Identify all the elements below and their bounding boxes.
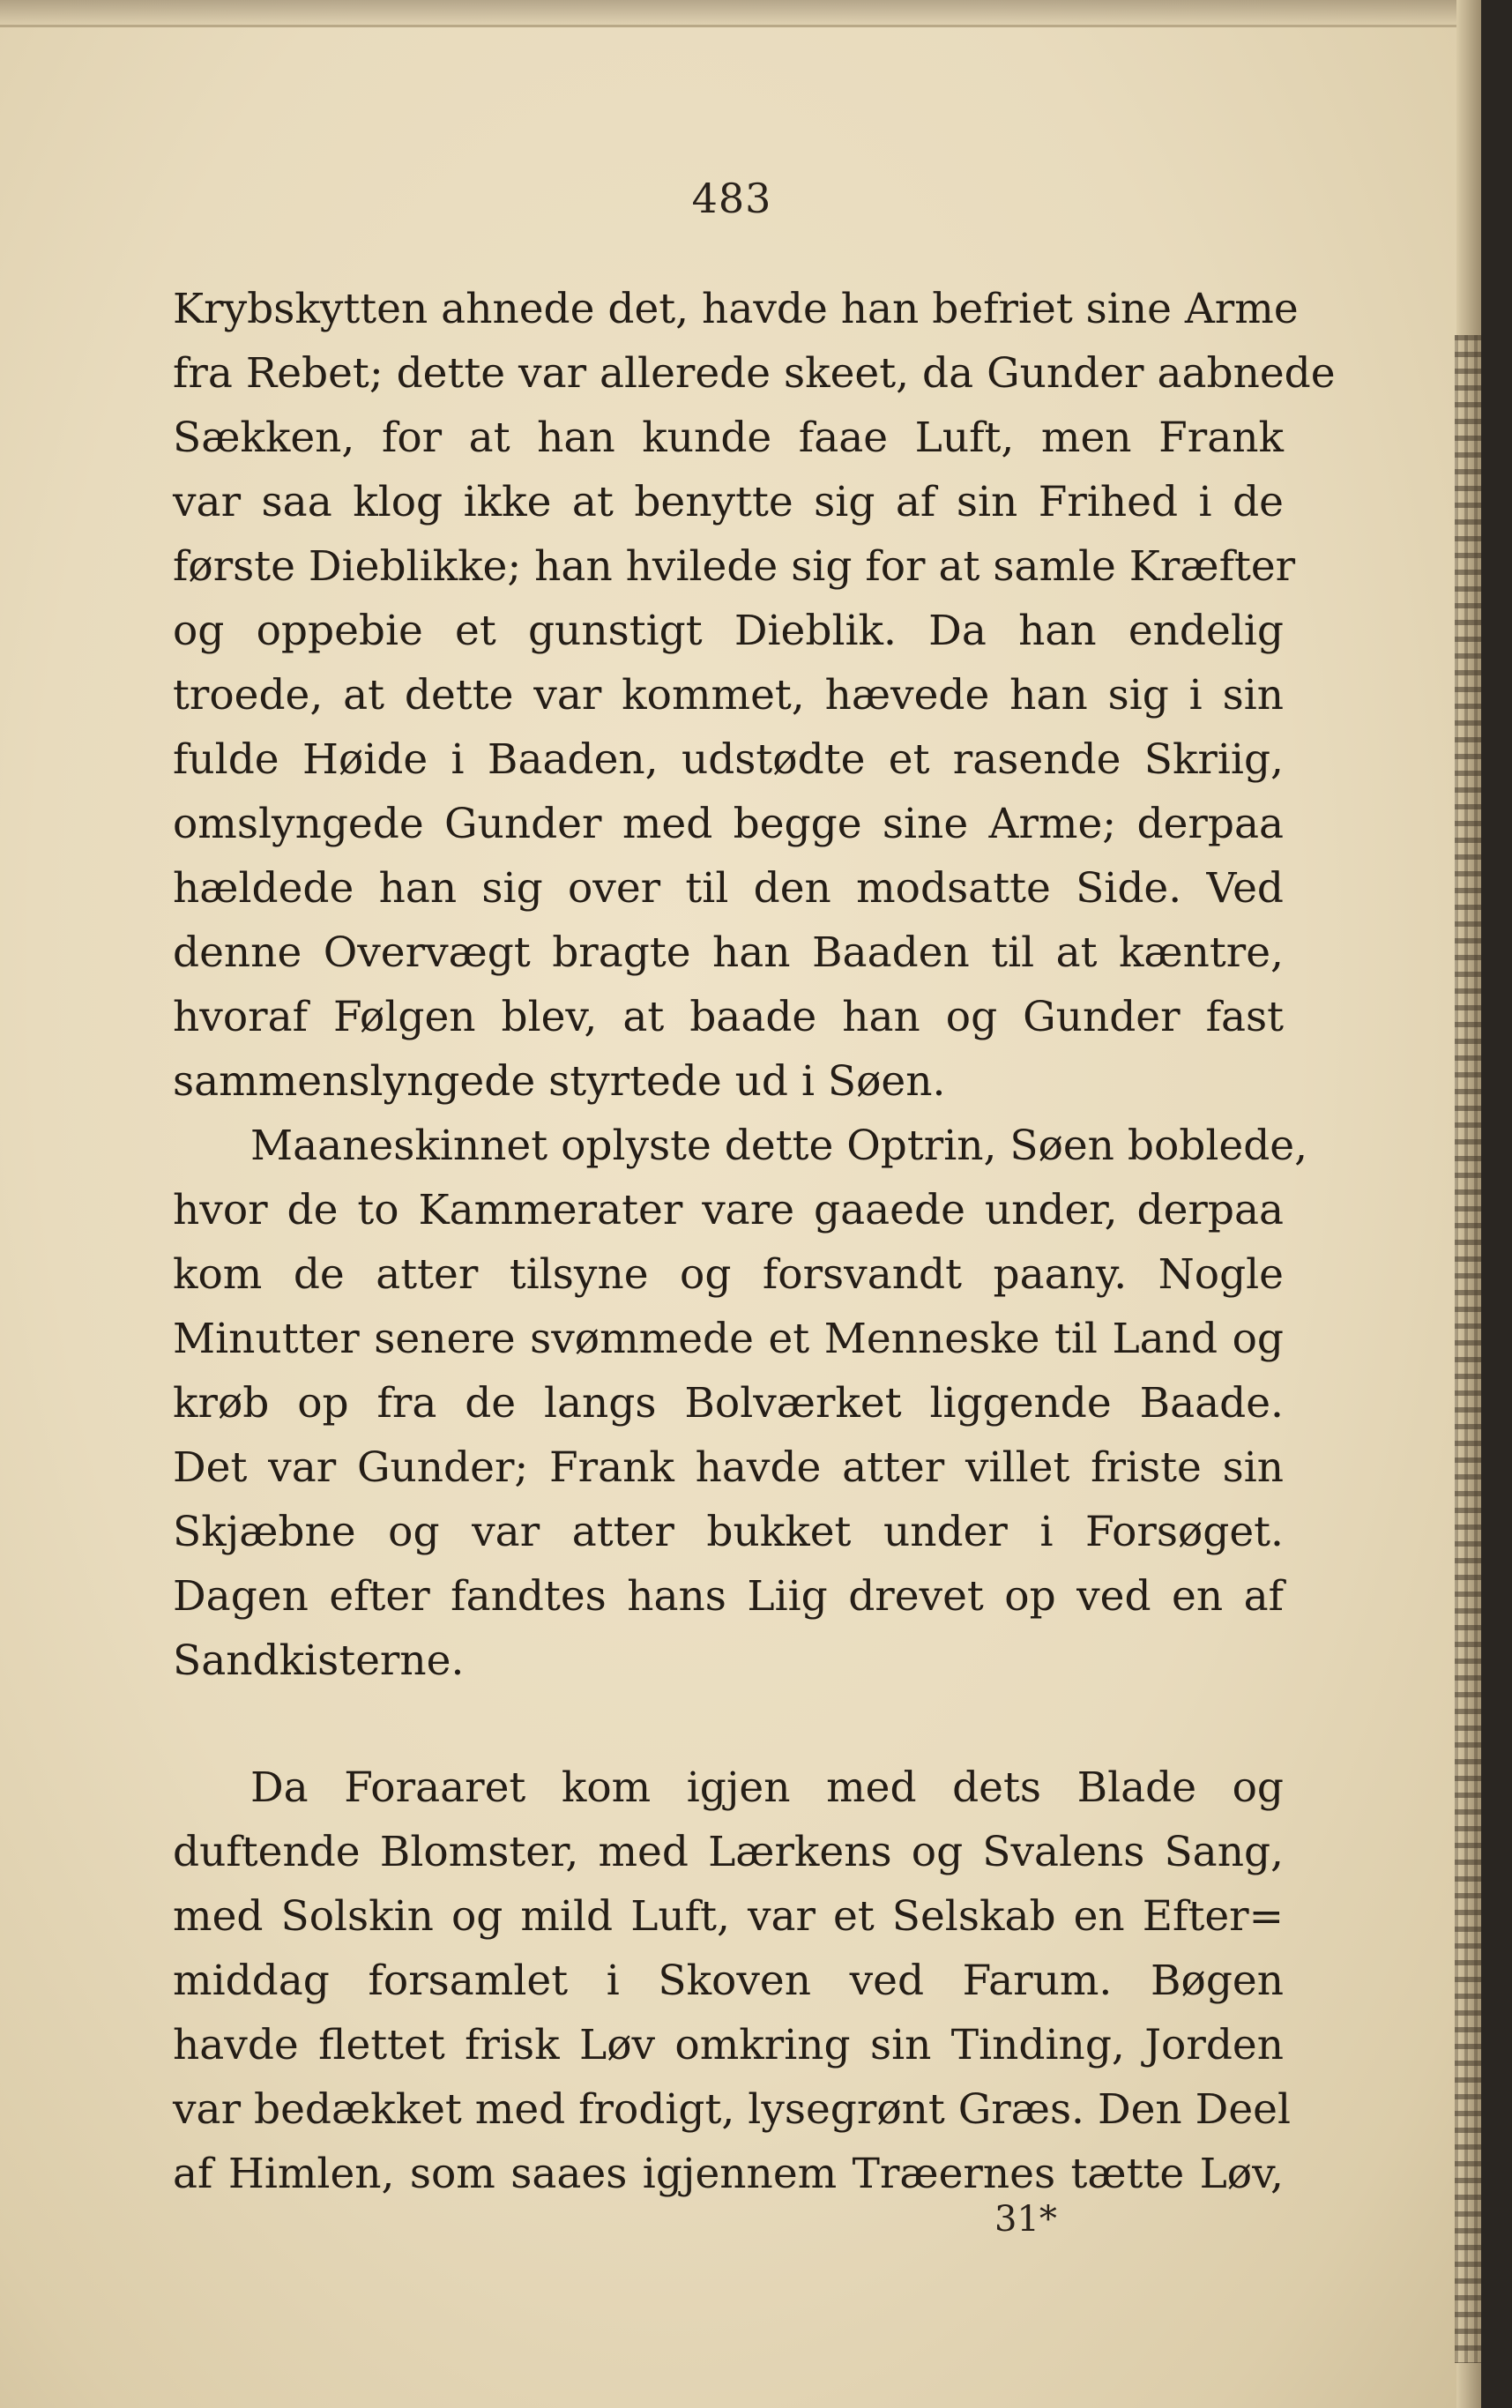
text-line: duftende Blomster, med Lærkens og Svalens Sang, xyxy=(173,1828,1284,1876)
text-line: omslyngede Gunder med begge sine Arme; derpaa xyxy=(173,800,1284,848)
text-line: Da Foraaret kom igjen med dets Blade og xyxy=(250,1763,1284,1812)
text-line: middag forsamlet i Skoven ved Farum. Bøgen xyxy=(173,1957,1284,2005)
text-line: krøb op fra de langs Bolværket liggende Baade. xyxy=(173,1379,1284,1428)
page-top-rule xyxy=(0,25,1481,27)
text-line: Maaneskinnet oplyste dette Optrin, Søen boblede, xyxy=(250,1122,1308,1170)
text-line: denne Overvægt bragte han Baaden til at kæntre, xyxy=(173,928,1284,977)
binding-speckle xyxy=(1455,335,1481,2363)
text-line: Dagen efter fandtes hans Liig drevet op ved en af xyxy=(173,1572,1284,1621)
text-line: Skjæbne og var atter bukket under i Forsøget. xyxy=(173,1508,1284,1556)
text-line: af Himlen, som saaes igjennem Træernes tætte Løv, xyxy=(173,2150,1284,2198)
text-line: Sandkisterne. xyxy=(173,1636,465,1685)
text-line: Det var Gunder; Frank havde atter villet friste sin xyxy=(173,1443,1284,1492)
page-number: 483 xyxy=(691,175,772,222)
text-line: var bedækket med frodigt, lysegrønt Græs. Den Deel xyxy=(173,2085,1291,2134)
page-top-edge xyxy=(0,0,1481,25)
paragraph-1 xyxy=(173,277,1336,1114)
text-line: Krybskytten ahnede det, havde han befriet sine Arme xyxy=(173,285,1299,333)
text-line: hvor de to Kammerater vare gaaede under, derpaa xyxy=(173,1186,1284,1234)
text-line: fra Rebet; dette var allerede skeet, da Gunder aabnede xyxy=(173,349,1336,398)
text-line: kom de atter tilsyne og forsvandt paany. Nogle xyxy=(173,1250,1284,1299)
text-line: med Solskin og mild Luft, var et Selskab en Efter= xyxy=(173,1892,1284,1941)
text-line: fulde Høide i Baaden, udstødte et rasende Skriig, xyxy=(173,735,1284,784)
text-line: første Dieblikke; han hvilede sig for at samle Kræfter xyxy=(173,542,1296,591)
text-line: havde flettet frisk Løv omkring sin Tinding, Jorden xyxy=(173,2021,1284,2069)
signature-mark: 31* xyxy=(994,2199,1057,2240)
text-line: sammenslyngede styrtede ud i Søen. xyxy=(173,1057,946,1106)
text-line: hvoraf Følgen blev, at baade han og Gunder fast xyxy=(173,993,1284,1041)
paragraph-3 xyxy=(173,1756,1291,2206)
text-line: troede, at dette var kommet, hævede han sig i sin xyxy=(173,671,1284,719)
text-line: hældede han sig over til den modsatte Side. Ved xyxy=(173,864,1284,913)
text-line: Sækken, for at han kunde faae Luft, men Frank xyxy=(173,414,1284,462)
text-line: var saa klog ikke at benytte sig af sin Frihed i de xyxy=(173,478,1284,526)
text-line: Minutter senere svømmede et Menneske til Land og xyxy=(173,1315,1284,1363)
paragraph-2 xyxy=(173,1114,1308,1693)
text-line: og oppebie et gunstigt Dieblik. Da han endelig xyxy=(173,607,1284,655)
